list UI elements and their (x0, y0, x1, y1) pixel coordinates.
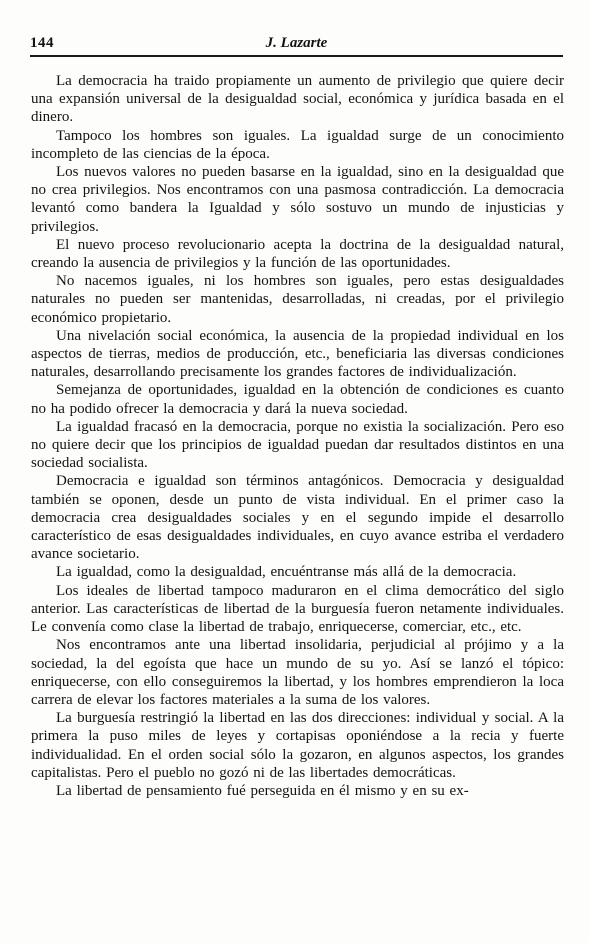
paragraph: La libertad de pensamiento fué perseguida en él mismo y en su ex- (56, 782, 469, 799)
paragraph: Los nuevos valores no pueden basarse en la igualdad, sino en la desigualdad que no crea privilegios. Nos encontramos con una pasmosa contradicción. La democracia levantó como bandera la Igualdad y sólo sostuvo un mundo de injusticias y privilegios. (31, 164, 564, 235)
body-text (31, 72, 564, 800)
paragraph: La burguesía restringió la libertad en las dos direcciones: individual y social. A la primera la puso miles de leyes y cortapisas oponiéndose a la recia y fuerte individualidad. En el orden social sólo la gozaron, en algunos aspectos, los grandes capitalistas. Pero el pueblo no gozó ni de las libertades democráticas. (31, 710, 564, 781)
paragraph: Democracia e igualdad son términos antagónicos. Democracia y desigualdad también se oponen, desde un punto de vista individual. En el primer caso la democracia crea desigualdades sociales y en el segundo impide el desarrollo característico de esas desigualdades individuales, en cuyo avance estriba el verdadero avance societario. (31, 473, 564, 563)
paragraph: La igualdad, como la desigualdad, encuéntranse más allá de la democracia. (56, 564, 517, 581)
paragraph: La igualdad fracasó en la democracia, porque no existia la socialización. Pero eso no quiere decir que los principios de igualdad puedan dar resultados distintos en una sociedad socialista. (31, 418, 564, 472)
paragraph: Semejanza de oportunidades, igualdad en la obtención de condiciones es cuanto no ha podido ofrecer la democracia y dará la nueva sociedad. (31, 382, 564, 417)
running-title: J. Lazarte (265, 35, 328, 51)
paragraph: Nos encontramos ante una libertad insolidaria, perjudicial al prójimo y a la sociedad, la del egoísta que hace un mundo de su yo. Así se lanzó el tópico: enriquecerse, con ello conseguiremos la libertad, y los hombres emprendieron la loca carrera de elevar los factores materiales a la suma de los valores. (31, 637, 564, 708)
paragraph: No nacemos iguales, ni los hombres son iguales, pero estas desigualdades naturales no pueden ser mantenidas, desarrolladas, ni creadas, por el privilegio económico propietario. (31, 273, 564, 326)
paragraph: El nuevo proceso revolucionario acepta la doctrina de la desigualdad natural, creando la ausencia de privilegios y la función de las oportunidades. (31, 236, 564, 272)
paragraph: Los ideales de libertad tampoco maduraron en el clima democrático del siglo anterior. Las características de libertad de la burguesía fueron netamente individuales. Le convenía como clase la libertad de trabajo, enriquecerse, comerciar, etc., etc. (31, 582, 564, 636)
page-header (30, 33, 563, 57)
paragraph: Una nivelación social económica, la ausencia de la propiedad individual en los aspectos de tierras, medios de producción, etc., beneficiaria las diversas condiciones naturales, desarrollando precisamente los grandes factores de individualización. (31, 327, 564, 381)
paragraph: Tampoco los hombres son iguales. La igualdad surge de un conocimiento incompleto de las ciencias de la época. (31, 127, 564, 162)
page-number: 144 (30, 35, 54, 51)
paragraph: La democracia ha traido propiamente un aumento de privilegio que quiere decir una expansión universal de la desigualdad social, económica y jurídica basada en el dinero. (31, 73, 564, 126)
